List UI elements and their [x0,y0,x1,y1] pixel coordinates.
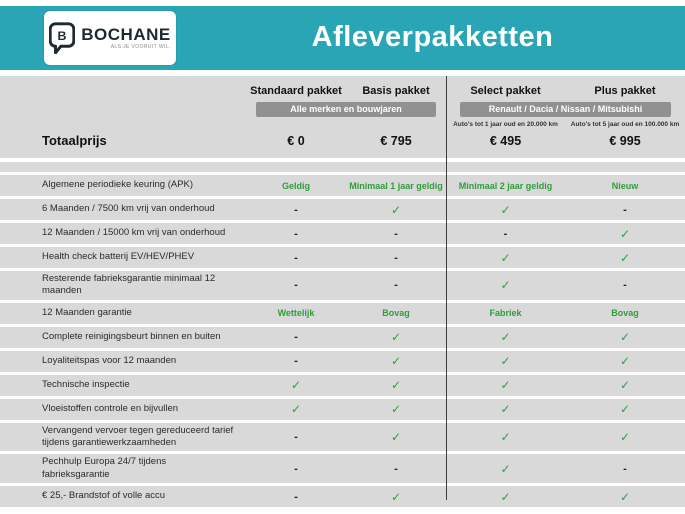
header-band [0,6,685,70]
row-label: Complete reinigingsbeurt binnen en buiten [42,331,221,343]
dash-mark: - [294,331,298,344]
row-label: Algemene periodieke keuring (APK) [42,179,194,191]
check-icon: ✓ [619,354,631,369]
check-icon: ✓ [500,402,511,417]
check-icon: ✓ [500,330,511,345]
table-row [0,375,685,396]
page-title: Afleverpakketten [311,21,554,53]
sublabel-row [0,119,685,129]
row-label: 6 Maanden / 7500 km vrij van onderhoud [42,203,215,215]
dash-mark: - [294,431,298,444]
column-header-basis: Basis pakket [362,85,430,97]
check-icon: ✓ [390,402,402,417]
column-group-divider [446,76,447,500]
dash-mark: - [294,279,298,292]
check-icon: ✓ [500,354,511,369]
check-icon: ✓ [500,489,511,504]
total-price-row [0,133,685,148]
dash-mark: - [294,355,298,368]
dash-mark: - [503,227,508,240]
table-row [0,303,685,324]
dash-mark: - [623,462,627,475]
row-label: Health check batterij EV/HEV/PHEV [42,251,195,263]
row-label: Loyaliteitspas voor 12 maanden [42,355,177,367]
check-icon: ✓ [619,489,631,504]
check-icon: ✓ [619,378,631,393]
plus-age-sublabel: Auto's tot 5 jaar oud en 100.000 km [570,120,680,128]
bochane-bubble-icon [49,22,75,54]
check-icon: ✓ [290,378,302,393]
table-row [0,271,685,300]
logo-name: BOCHANE [81,25,171,44]
row-label: Vervangend vervoer tegen gereduceerd tarief tijdens garantiewerkzaamheden [42,424,234,449]
spacer-band [0,162,685,172]
cell-standaard: Geldig [281,180,310,191]
cell-select: Fabriek [489,308,522,319]
check-icon: ✓ [619,430,631,445]
svg-text:B: B [57,28,67,43]
check-icon: ✓ [619,330,631,345]
column-header-standaard: Standaard pakket [250,85,342,97]
badge-renault-group: Renault / Dacia / Nissan / Mitsubishi [460,102,671,117]
row-label: Technische inspectie [42,379,130,391]
table-row [0,423,685,452]
row-label: Pechhulp Europa 24/7 tijdens fabrieksgarantie [42,456,167,480]
totaalprijs-label: Totaalprijs [42,133,107,148]
price-select: € 495 [489,133,522,148]
table-row [0,454,685,483]
dash-mark: - [294,251,298,264]
check-icon: ✓ [500,461,511,476]
table-row [0,399,685,420]
table-row [0,327,685,348]
row-label: 12 Maanden / 15000 km vrij van onderhoud [42,227,226,239]
table-row [0,247,685,268]
row-label: Vloeistoffen controle en bijvullen [42,403,179,415]
check-icon: ✓ [619,402,631,417]
check-icon: ✓ [390,330,402,345]
table-row [0,175,685,196]
dash-mark: - [394,462,398,475]
dash-mark: - [294,203,298,216]
select-age-sublabel: Auto's tot 1 jaar oud en 20.000 km [453,120,558,128]
row-label: € 25,- Brandstof of volle accu [42,490,166,502]
dash-mark: - [294,227,298,240]
check-icon: ✓ [500,250,511,265]
check-icon: ✓ [619,250,631,265]
dash-mark: - [294,462,298,475]
price-standaard: € 0 [287,133,305,148]
table-header [0,76,685,158]
cell-select: Minimaal 2 jaar geldig [458,180,553,191]
table-row [0,351,685,372]
badge-row [0,102,685,117]
check-icon: ✓ [390,430,402,445]
badge-all-brands: Alle merken en bouwjaren [256,102,436,117]
check-icon: ✓ [290,402,302,417]
cell-basis: Minimaal 1 jaar geldig [349,180,443,191]
dash-mark: - [394,227,398,240]
check-icon: ✓ [500,378,511,393]
cell-plus: Nieuw [611,180,639,191]
row-label: 12 Maanden garantie [42,307,132,319]
cell-plus: Bovag [611,308,639,319]
check-icon: ✓ [390,202,402,217]
feature-rows [0,175,685,507]
check-icon: ✓ [500,430,511,445]
dash-mark: - [623,203,627,216]
package-title-row [0,85,685,97]
price-plus: € 995 [609,133,641,148]
check-icon: ✓ [500,278,511,293]
dash-mark: - [394,251,398,264]
bochane-logo [44,11,176,65]
row-label: Resterende fabrieksgarantie minimaal 12 maanden [42,273,216,297]
cell-basis: Bovag [382,308,410,319]
check-icon: ✓ [390,354,402,369]
check-icon: ✓ [619,226,631,241]
dash-mark: - [623,279,627,292]
price-basis: € 795 [380,133,412,148]
column-header-plus: Plus pakket [594,85,656,97]
column-header-select: Select pakket [470,85,541,97]
check-icon: ✓ [390,378,402,393]
logo-text [81,26,170,50]
table-row [0,223,685,244]
logo-tagline: ALS JE VOORUIT WIL. [110,44,171,50]
table-row [0,199,685,220]
table-row [0,486,685,507]
cell-standaard: Wettelijk [277,308,315,319]
check-icon: ✓ [390,489,402,504]
dash-mark: - [294,490,298,503]
check-icon: ✓ [500,202,511,217]
dash-mark: - [394,279,398,292]
